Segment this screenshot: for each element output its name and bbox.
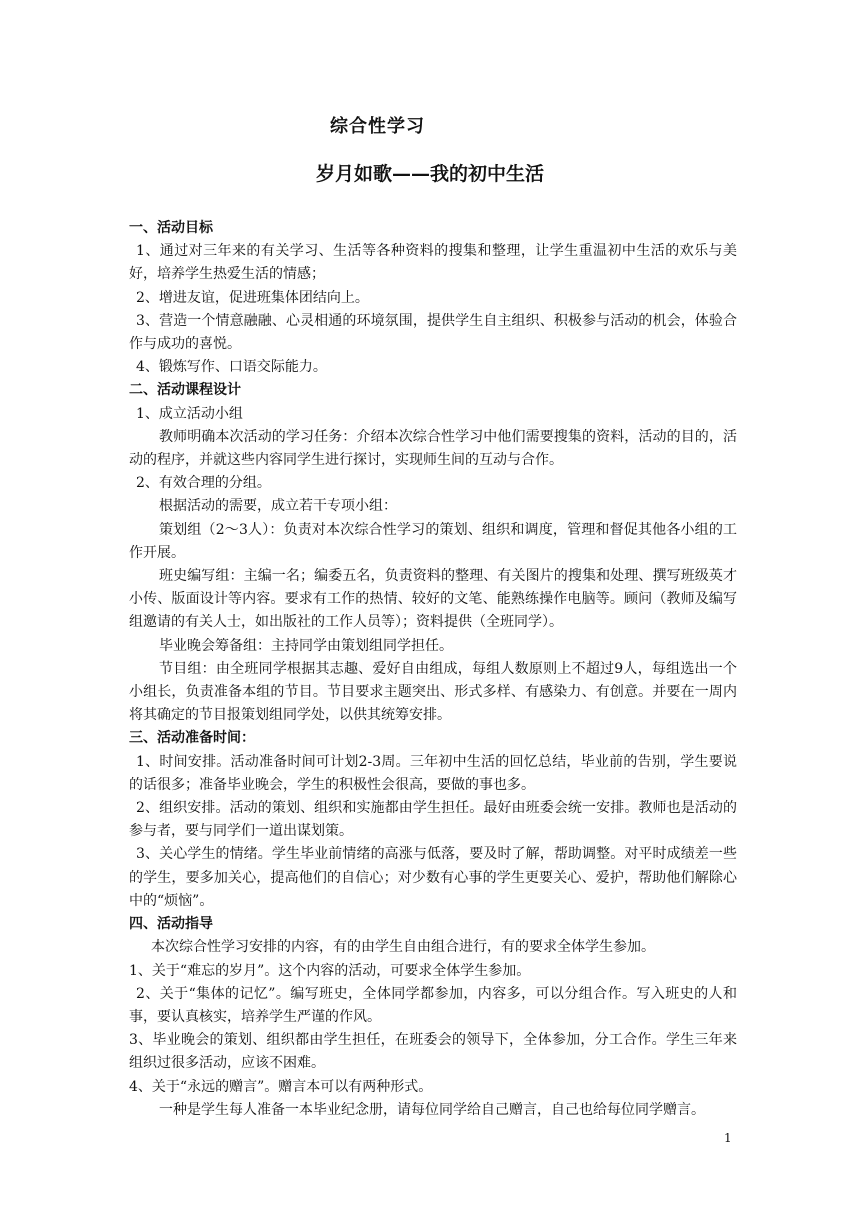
- body-paragraph: 1、成立活动小组: [136, 405, 243, 422]
- page-number: 1: [724, 1131, 732, 1145]
- body-paragraph: 1、时间安排。活动准备时间可计划2-3周。三年初中生活的回忆总结，毕业前的告别，学生要说的话很多；准备毕业晚会，学生的积极性会很高，要做的事也多。: [129, 753, 737, 793]
- body-paragraph: 2、关于“集体的记忆”。编写班史，全体同学都参加，内容多，可以分组合作。写入班史的人和事，要认真核实，培养学生严谨的作风。: [129, 985, 737, 1025]
- section-heading: 一、活动目标: [129, 220, 213, 236]
- body-paragraph: 节目组：由全班同学根据其志趣、爱好自由组成，每组人数原则上不超过9人，每组选出一个小组长，负责准备本组的节目。节目要求主题突出、形式多样、有感染力、有创意。并要在一周内将其确定的节目报策划组同学处，以供其统筹安排。: [129, 660, 737, 724]
- body-paragraph: 4、锻炼写作、口语交际能力。: [136, 359, 327, 376]
- body-paragraph: 3、营造一个情意融融、心灵相通的环境氛围，提供学生自主组织、积极参与活动的机会，体验合作与成功的喜悦。: [129, 312, 737, 353]
- body-paragraph: 4、关于“永远的赠言”。赠言本可以有两种形式。: [129, 1078, 433, 1095]
- body-paragraph: 本次综合性学习安排的内容，有的由学生自由组合进行，有的要求全体学生参加。: [151, 939, 655, 956]
- body-paragraph: 班史编写组：主编一名；编委五名，负责资料的整理、有关图片的搜集和处理、撰写班级英才小传、版面设计等内容。要求有工作的热情、较好的文笔、能熟练操作电脑等。顾问（教师及编写组邀请的有关人士，如出版社的工作人员等）；资料提供（全班同学）。: [129, 568, 737, 631]
- document-title: 综合性学习: [330, 116, 425, 137]
- body-paragraph: 毕业晚会筹备组：主持同学由策划组同学担任。: [159, 637, 453, 654]
- body-paragraph: 3、毕业晚会的策划、组织都由学生担任，在班委会的领导下，全体参加，分工合作。学生三年来组织过很多活动，应该不困难。: [129, 1032, 737, 1072]
- document-subtitle: 岁月如歌——我的初中生活: [315, 163, 544, 185]
- body-paragraph: 策划组（2～3人）：负责对本次综合性学习的策划、组织和调度，管理和督促其他各小组的工作开展。: [129, 521, 737, 561]
- body-paragraph: 2、增进友谊，促进班集体团结向上。: [136, 289, 369, 306]
- body-paragraph: 根据活动的需要，成立若干专项小组：: [159, 498, 397, 515]
- body-paragraph: 3、关心学生的情绪。学生毕业前情绪的高涨与低落，要及时了解，帮助调整。对平时成绩差一些的学生，要多加关心，提高他们的自信心；对少数有心事的学生更要关心、爱护，帮助他们解除心中的“烦恼”。: [129, 846, 737, 909]
- body-paragraph: 教师明确本次活动的学习任务：介绍本次综合性学习中他们需要搜集的资料，活动的目的，活动的程序，并就这些内容同学生进行探讨，实现师生间的互动与合作。: [129, 428, 737, 469]
- section-heading: 四、活动指导: [129, 916, 213, 933]
- body-paragraph: 1、关于“难忘的岁月”。这个内容的活动，可要求全体学生参加。: [129, 962, 531, 979]
- section-heading: 二、活动课程设计: [129, 382, 241, 399]
- document-body: [129, 217, 737, 1122]
- body-paragraph: 一种是学生每人准备一本毕业纪念册，请每位同学给自己赠言，自己也给每位同学赠言。: [159, 1101, 705, 1118]
- section-heading: 三、活动准备时间：: [129, 730, 255, 747]
- body-paragraph: 1、通过对三年来的有关学习、生活等各种资料的搜集和整理，让学生重温初中生活的欢乐与美好，培养学生热爱生活的情感；: [129, 243, 737, 283]
- body-paragraph: 2、有效合理的分组。: [136, 475, 271, 492]
- body-paragraph: 2、组织安排。活动的策划、组织和实施都由学生担任。最好由班委会统一安排。教师也是活动的参与者，要与同学们一道出谋划策。: [129, 800, 737, 840]
